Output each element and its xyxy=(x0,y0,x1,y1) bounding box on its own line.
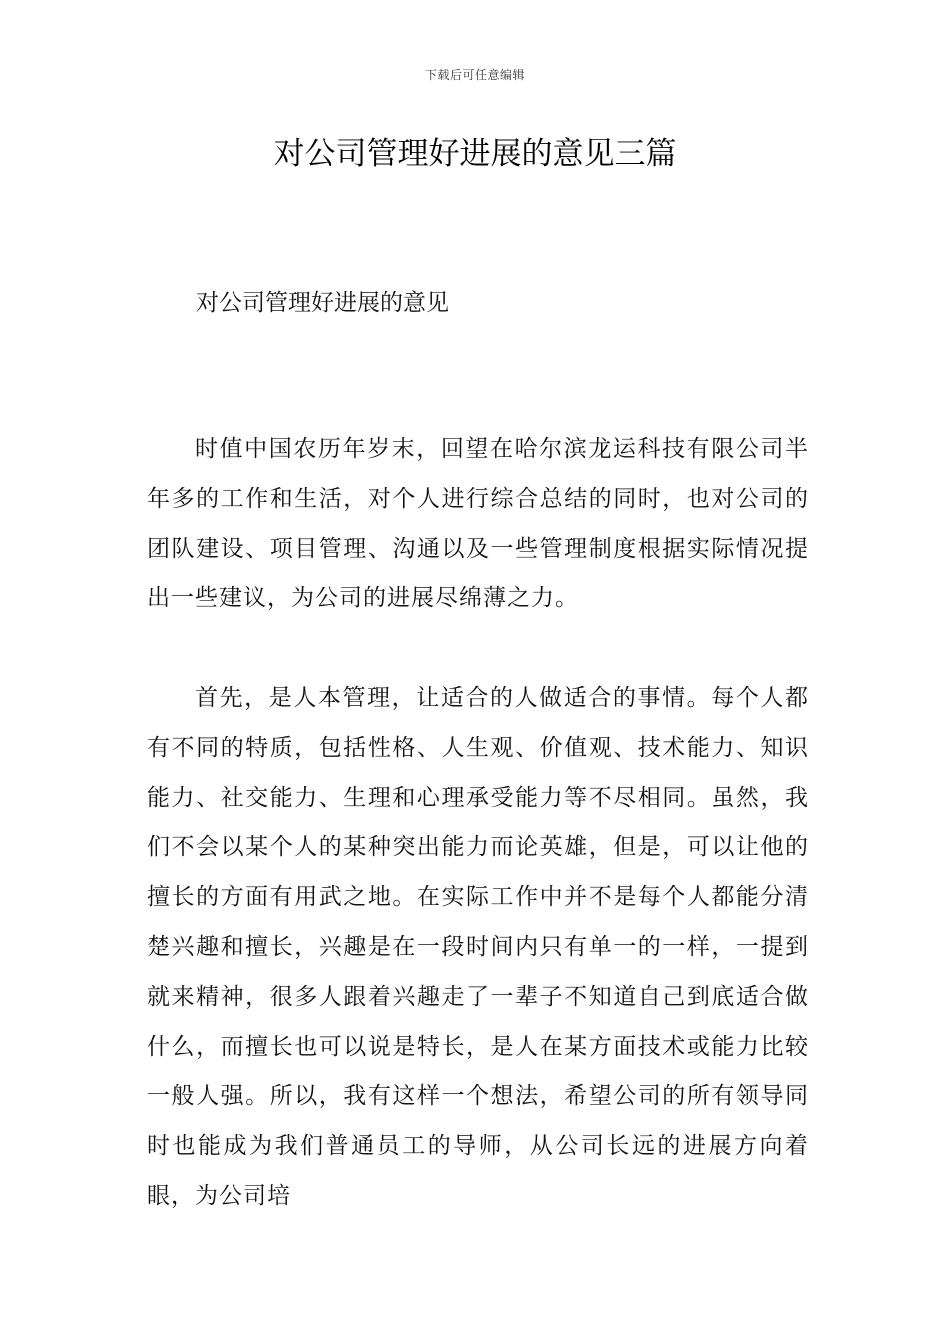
body-paragraph-1: 时值中国农历年岁末，回望在哈尔滨龙运科技有限公司半年多的工作和生活，对个人进行综合总结的同时，也对公司的团队建设、项目管理、沟通以及一些管理制度根据实际情况提出一些建议，为公司的进展尽绵薄之力。 xyxy=(147,436,809,612)
body-paragraph-2: 首先，是人本管理，让适合的人做适合的事情。每个人都有不同的特质，包括性格、人生观、价值观、技术能力、知识能力、社交能力、生理和心理承受能力等不尽相同。虽然，我们不会以某个人的某种突出能力而论英雄，但是，可以让他的擅长的方面有用武之地。在实际工作中并不是每个人都能分清楚兴趣和擅长，兴趣是在一段时间内只有单一的一样，一提到就来精神，很多人跟着兴趣走了一辈子不知道自己到底适合做什么，而擅长也可以说是特长，是人在某方面技术或能力比较一般人强。所以，我有这样一个想法，希望公司的所有领导同时也能成为我们普通员工的导师，从公司长远的进展方向着眼，为公司培 xyxy=(147,685,809,1209)
section-heading: 对公司管理好进展的意见 xyxy=(196,290,449,316)
document-title: 对公司管理好进展的意见三篇 xyxy=(273,136,677,172)
header-note: 下载后可任意编辑 xyxy=(424,68,525,82)
